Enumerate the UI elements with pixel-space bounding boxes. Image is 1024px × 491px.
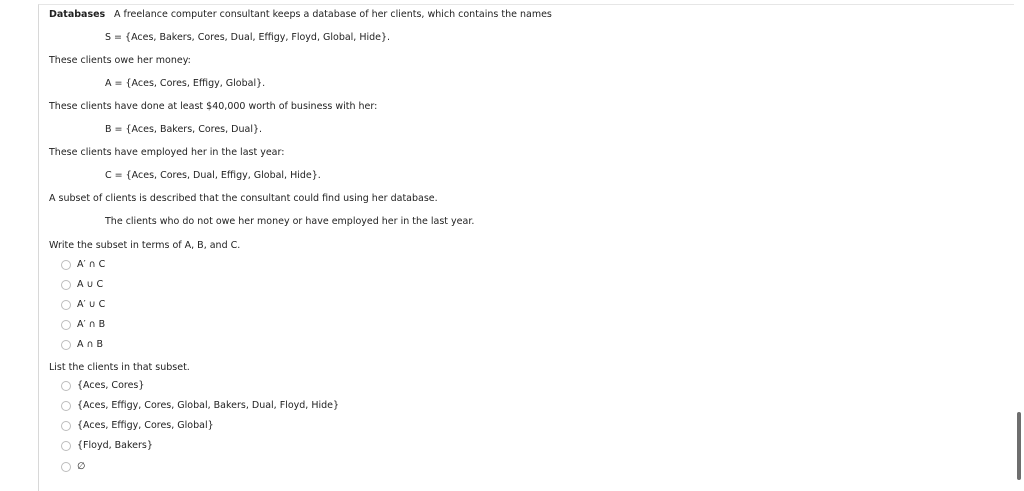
set-a: A = {Aces, Cores, Effigy, Global}. xyxy=(105,78,266,89)
set-s: S = {Aces, Bakers, Cores, Dual, Effigy, Floyd, Global, Hide}. xyxy=(105,32,391,43)
subset-description: The clients who do not owe her money or have employed her in the last year. xyxy=(105,216,475,227)
radio-button[interactable] xyxy=(61,462,71,472)
radio-button[interactable] xyxy=(61,441,71,451)
radio-button[interactable] xyxy=(61,300,71,310)
option-label: A′ ∩ C xyxy=(77,259,106,270)
option-label: A ∪ C xyxy=(77,279,104,290)
section-heading: Databases xyxy=(49,9,106,20)
option-label: {Aces, Effigy, Cores, Global, Bakers, Dual, Floyd, Hide} xyxy=(77,400,340,411)
option-label: A′ ∩ B xyxy=(77,319,106,330)
option-label: {Floyd, Bakers} xyxy=(77,440,153,451)
option-label: A′ ∪ C xyxy=(77,299,106,310)
set-c: C = {Aces, Cores, Dual, Effigy, Global, Hide}. xyxy=(105,170,321,181)
question-2: List the clients in that subset. xyxy=(49,362,190,373)
radio-button[interactable] xyxy=(61,280,71,290)
set-b: B = {Aces, Bakers, Cores, Dual}. xyxy=(105,124,263,135)
business-text: These clients have done at least $40,000 worth of business with her: xyxy=(49,101,378,112)
option-label: ∅ xyxy=(77,461,86,472)
question-1: Write the subset in terms of A, B, and C. xyxy=(49,240,241,251)
option-label: {Aces, Cores} xyxy=(77,380,145,391)
intro-text: A freelance computer consultant keeps a database of her clients, which contains the names xyxy=(114,9,552,20)
radio-button[interactable] xyxy=(61,340,71,350)
radio-button[interactable] xyxy=(61,381,71,391)
owe-text: These clients owe her money: xyxy=(49,55,191,66)
subset-text: A subset of clients is described that the consultant could find using her database. xyxy=(49,193,438,204)
option-label: A ∩ B xyxy=(77,339,104,350)
employed-text: These clients have employed her in the last year: xyxy=(49,147,285,158)
radio-button[interactable] xyxy=(61,401,71,411)
scrollbar-thumb[interactable] xyxy=(1017,412,1021,480)
radio-button[interactable] xyxy=(61,260,71,270)
radio-button[interactable] xyxy=(61,421,71,431)
radio-button[interactable] xyxy=(61,320,71,330)
option-label: {Aces, Effigy, Cores, Global} xyxy=(77,420,214,431)
